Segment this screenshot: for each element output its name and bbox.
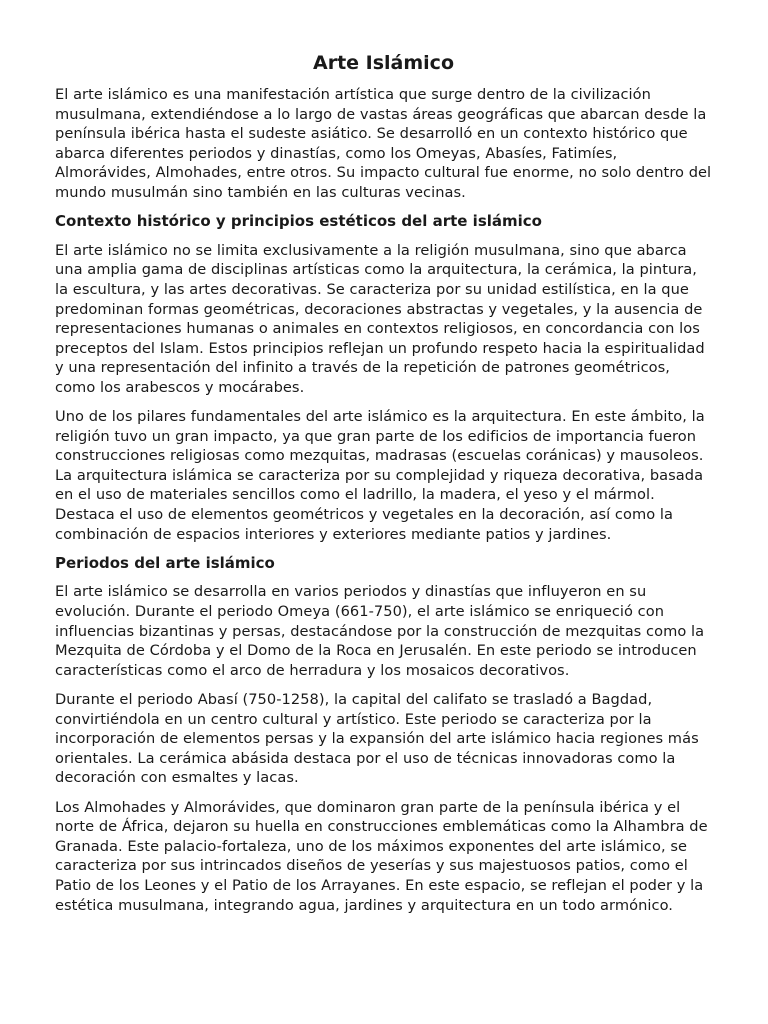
document-title: Arte Islámico [313,52,454,74]
context-paragraph-architecture: Uno de los pilares fundamentales del arte islámico es la arquitectura. En este ámbito, la religión tuvo un gran impacto, ya que gran parte de los edificios de importancia fueron construcciones religiosas como mezquitas, madrasas (escuelas coránicas) y mausoleos. La arquitectura islámica se caracteriza por su complejidad y riqueza decorativa, basada en el uso de materiales sencillos como el ladrillo, la madera, el yeso y el mármol. Destaca el uso de elementos geométricos y vegetales en la decoración, así como la combinación de espacios interiores y exteriores mediante patios y jardines. [55,408,705,543]
periods-paragraph-abasi: Durante el periodo Abasí (750-1258), la capital del califato se trasladó a Bagdad, convirtiéndola en un centro cultural y artístico. Este periodo se caracteriza por la incorporación de elementos persas y la expansión del arte islámico hacia regiones más orientales. La cerámica abásida destaca por el uso de técnicas innovadoras como la decoración con esmaltes y lacas. [55,691,699,787]
intro-paragraph: El arte islámico es una manifestación artística que surge dentro de la civilización musulmana, extendiéndose a lo largo de vastas áreas geográficas que abarcan desde la península ibérica hasta el sudeste asiático. Se desarrolló en un contexto histórico que abarca diferentes periodos y dinastías, como los Omeyas, Abasíes, Fatimíes, Almorávides, Almohades, entre otros. Su impacto cultural fue enorme, no solo dentro del mundo musulmán sino también en las culturas vecinas. [55,86,712,201]
periods-paragraph-almohades: Los Almohades y Almorávides, que dominaron gran parte de la península ibérica y el norte de África, dejaron su huella en construcciones emblemáticas como la Alhambra de Granada. Este palacio-fortaleza, uno de los máximos exponentes del arte islámico, se caracteriza por sus intrincados diseños de yeserías y sus majestuosos patios, como el Patio de los Leones y el Patio de los Arrayanes. En este espacio, se reflejan el poder y la estética musulmana, integrando agua, jardines y arquitectura en un todo armónico. [55,798,708,914]
section-heading-periods: Periodos del arte islámico [55,553,275,572]
context-paragraph-principles: El arte islámico no se limita exclusivamente a la religión musulmana, sino que abarca una amplia gama de disciplinas artísticas como la arquitectura, la cerámica, la pintura, la escultura, y las artes decorativas. Se caracteriza por su unidad estilística, en la que predominan formas geométricas, decoraciones abstractas y vegetales, y la ausencia de representaciones humanas o animales en contextos religiosos, en concordancia con los preceptos del Islam. Estos principios reflejan un profundo respeto hacia la espiritualidad y una representación del infinito a través de la repetición de patrones geométricos, como los arabescos y mocárabes. [55,241,705,396]
periods-paragraph-omeya: El arte islámico se desarrolla en varios periodos y dinastías que influyeron en su evolución. Durante el periodo Omeya (661-750), el arte islámico se enriqueció con influencias bizantinas y persas, destacándose por la construcción de mezquitas como la Mezquita de Córdoba y el Domo de la Roca en Jerusalén. En este periodo se introducen características como el arco de herradura y los mosaicos decorativos. [55,583,705,679]
section-heading-context: Contexto histórico y principios estéticos del arte islámico [55,212,542,231]
